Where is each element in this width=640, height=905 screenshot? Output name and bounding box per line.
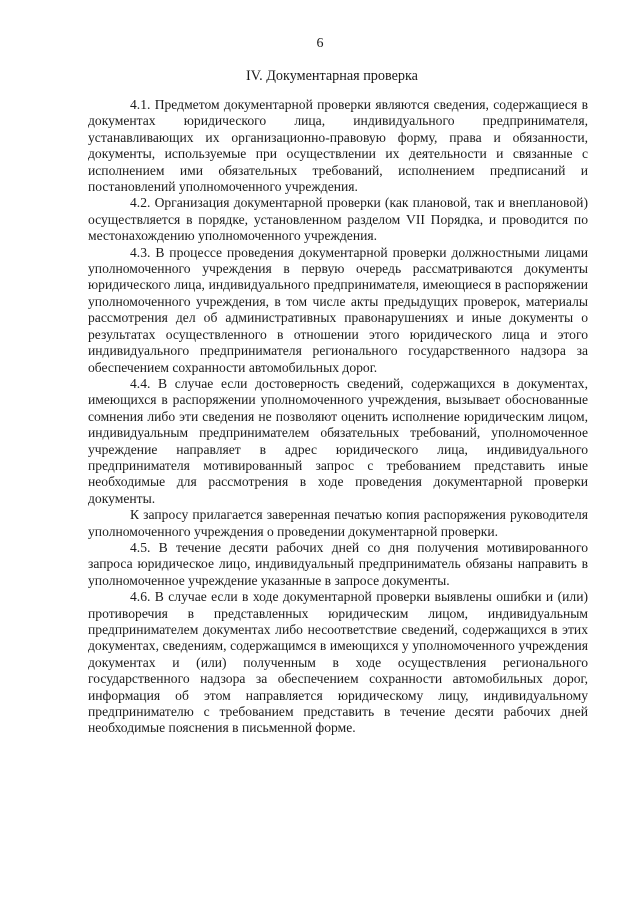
paragraph-request-attachment: К запросу прилагается заверенная печатью копия распоряжения руководителя уполномоченного учреждения о проведении документарной проверки. (88, 507, 588, 539)
page-number: 6 (316, 36, 324, 51)
paragraph-4-1: 4.1. Предметом документарной проверки являются сведения, содержащиеся в документах юридического лица, индивидуального предпринимателя, устанавливающих их организационно-правовую форму, права и обязанности, документы, используемые при осуществлении их деятельности и связанные с исполнением ими обязательных требований, исполнением предписаний и постановлений уполномоченного учреждения. (88, 97, 588, 195)
paragraph-4-3: 4.3. В процессе проведения документарной проверки должностными лицами уполномоченного учреждения в первую очередь рассматриваются документы юридического лица, индивидуального предпринимателя, имеющиеся в распоряжении уполномоченного учреждения, в том числе акты предыдущих проверок, материалы рассмотрения дел об административных правонарушениях и иные документы о результатах осуществленного в отношении этого юридического лица и этого индивидуального предпринимателя регионального государственного надзора за обеспечением сохранности автомобильных дорог. (88, 244, 588, 375)
paragraph-4-5: 4.5. В течение десяти рабочих дней со дня получения мотивированного запроса юридическое лицо, индивидуальный предприниматель обязаны направить в уполномоченное учреждение указанные в запросе документы. (88, 539, 588, 588)
paragraph-4-4: 4.4. В случае если достоверность сведений, содержащихся в документах, имеющихся в распоряжении уполномоченного учреждения, вызывает обоснованные сомнения либо эти сведения не позволяют оценить исполнение юридическим лицом, индивидуальным предпринимателем обязательных требований, уполномоченное учреждение направляет в адрес юридического лица, индивидуального предпринимателя мотивированный запрос с требованием представить иные необходимые для рассмотрения в ходе проведения документарной проверки документы. (88, 375, 588, 506)
paragraph-4-6: 4.6. В случае если в ходе документарной проверки выявлены ошибки и (или) противоречия в представленных юридическим лицом, индивидуальным предпринимателем документах либо несоответствие сведений, содержащихся в этих документах, сведениям, содержащимся в имеющихся у уполномоченного учреждения документах и (или) полученным в ходе осуществления регионального государственного надзора за обеспечением сохранности автомобильных дорог, информация об этом направляется юридическому лицу, индивидуальному предпринимателю с требованием представить в течение десяти рабочих дней необходимые пояснения в письменной форме. (88, 589, 588, 736)
document-body (88, 97, 588, 737)
paragraph-4-2: 4.2. Организация документарной проверки (как плановой, так и внеплановой) осуществляется в порядке, установленном разделом VII Порядка, и проводится по местонахождению уполномоченного учреждения. (88, 195, 588, 244)
section-title: IV. Документарная проверка (246, 68, 418, 84)
